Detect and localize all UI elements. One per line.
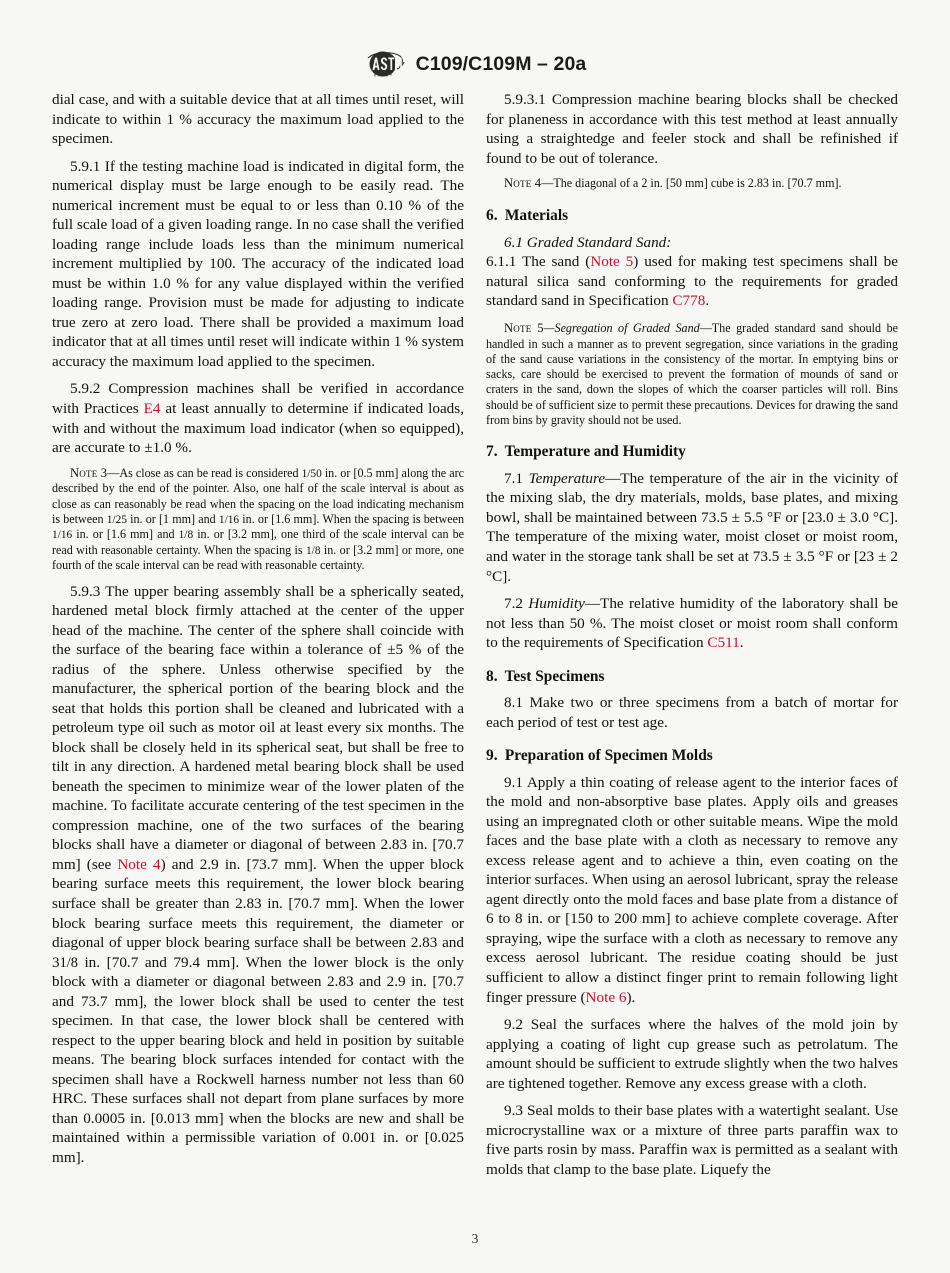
paragraph-continuation: dial case, and with a suitable device that at all times until reset, will indicate to within 1 % accuracy the maximum load applied to the specimen. — [52, 91, 464, 148]
note-3-text-g: in. or [3.2 mm] or more, one fourth of the scale interval can be read with reasonable certainty. — [52, 542, 465, 573]
xref-specification-c778[interactable]: C778 — [672, 292, 706, 310]
section-heading-7 — [486, 443, 898, 461]
note-3-fraction-2: 1/25 — [106, 514, 127, 527]
section-8-title: Test Specimens — [504, 667, 605, 685]
note-3-text-c: in. or [1 mm] and — [126, 512, 219, 527]
page-number: 3 — [471, 1231, 479, 1246]
xref-practices-e4[interactable]: E4 — [143, 399, 161, 417]
paragraph-5-9-3 — [52, 582, 464, 1168]
document-header — [0, 0, 950, 92]
paragraph-7-2 — [486, 594, 898, 653]
paragraph-5-9-2-text-before: 5.9.2 Compression machines shall be verified in accordance with Practices — [52, 380, 464, 417]
paragraph-7-2-lead-term: Humidity — [528, 595, 585, 613]
xref-note-6[interactable]: Note 6 — [585, 988, 627, 1006]
note-4-label: Note 4 — [504, 176, 542, 191]
note-5-title: —Segregation of Graded Sand — [543, 320, 700, 335]
xref-specification-c511[interactable]: C511 — [707, 634, 740, 652]
note-3-text-f: in. or [3.2 mm], one third of the scale interval can be read with reasonable certainty. When the spacing is — [52, 527, 464, 557]
note-3-text-a: —As close as can be read is considered — [107, 465, 302, 480]
section-heading-8 — [486, 668, 898, 686]
note-3-fraction-5: 1/8 — [178, 529, 194, 542]
paragraph-9-2: 9.2 Seal the surfaces where the halves of the mold join by applying a coating of light cup grease such as petrolatum. The amount should be sufficient to extrude slightly when the two halves are tightened together. Remove any excess grease with a cloth. — [486, 1016, 898, 1092]
note-5-label: Note 5 — [504, 320, 544, 335]
note-5-text: —The graded standard sand should be handled in such a manner as to prevent segregation, since variations in the grading of the sand cause variations in the consistency of the mortar. In emptying bins or sacks, care should be exercised to prevent the formation of mounds of sand or craters in the sand, down the slopes of which the coarser particles will roll. Bins should be of sufficient size to permit these precautions. Devices for drawing the sand from bins by gravity should not be used. — [486, 320, 898, 428]
xref-note-4[interactable]: Note 4 — [117, 855, 161, 873]
section-9-number: 9. — [486, 747, 498, 765]
right-column — [486, 90, 898, 1179]
paragraph-6-1: 6.1 Graded Standard Sand: — [504, 233, 672, 251]
section-9-title: Preparation of Specimen Molds — [504, 747, 713, 765]
note-3-label: Note 3 — [70, 465, 108, 480]
note-3-text-d: in. or [1.6 mm]. When the spacing is between — [239, 512, 465, 527]
section-6-number: 6. — [486, 207, 498, 225]
paragraph-9-1-text-before: 9.1 Apply a thin coating of release agent to the interior faces of the mold and non-absorptive base plates. Apply oils and greases using an impregnated cloth or other suitable means. Wipe the mold faces and the base plate with a cloth as necessary to remove any excess release agent and to achieve a thin, even coating on the interior surfaces. When using an aerosol lubricant, spray the release agent directly onto the mold faces and base plate from a distance of 6 to 8 in. or [150 to 200 mm] to achieve complete coverage. After spraying, wipe the surface with a cloth as necessary to remove any excess aerosol lubricant. The residue coating should be just sufficient to allow a distinct finger print to remain following light finger pressure ( — [486, 773, 898, 1006]
paragraph-9-1-text-after: ). — [626, 988, 636, 1006]
note-4-text: —The diagonal of a 2 in. [50 mm] cube is 2.83 in. [70.7 mm]. — [541, 176, 842, 191]
left-column — [52, 90, 464, 1167]
document-designation: C109/C109M – 20a — [415, 52, 587, 75]
paragraph-6-1-1-text-mid: ) used for making test specimens shall be natural silica sand conforming to the requirements for graded standard sand in Specification — [486, 253, 898, 310]
paragraph-7-2-text-after: . — [739, 634, 744, 652]
astm-logo-icon — [364, 49, 406, 79]
paragraph-5-9-2 — [52, 379, 464, 457]
note-3-fraction-4: 1/16 — [52, 529, 73, 542]
section-heading-9 — [486, 747, 898, 765]
paragraph-6-1-1-text-after: . — [705, 292, 710, 310]
paragraph-7-2-text-before: —The relative humidity of the laboratory shall be not less than 50 %. The moist closet or moist room shall conform to the requirements of Specification — [486, 595, 898, 652]
paragraph-5-9-3-text-mid: ) and 2.9 in. [73.7 mm]. When the upper block bearing surface meets this requirement, the lower block bearing surface shall be greater than 2.83 in. [70.7 mm]. When the lower block bearing surface meets this requirement, the diameter or diagonal of upper block bearing surface shall be between 2.83 and 3 — [52, 855, 465, 971]
section-6-title: Materials — [504, 207, 569, 225]
note-3 — [52, 466, 464, 574]
section-8-number: 8. — [486, 667, 498, 685]
xref-note-5[interactable]: Note 5 — [590, 253, 634, 271]
section-7-number: 7. — [486, 443, 498, 461]
paragraph-6-1-1 — [486, 252, 898, 311]
section-7-title: Temperature and Humidity — [504, 443, 686, 461]
paragraph-5-9-3-text-before: 5.9.3 The upper bearing assembly shall be a spherically seated, hardened metal block firmly attached at the center of the upper head of the machine. The center of the sphere shall coincide with the surface of the bearing face within a tolerance of ±5 % of the radius of the sphere. Unless otherwise specified by the manufacturer, the spherical portion of the bearing block and the seat that holds this portion shall be cleaned and lubricated with a petroleum type oil such as motor oil at least every six months. The block shall be closely held in its spherical seat, but shall be free to tilt in any direction. A hardened metal bearing block shall be used beneath the specimen to minimize wear of the lower platen of the machine. To facilitate accurate centering of the test specimen in the compression machine, one of the two surfaces of the bearing blocks shall have a diameter or diagonal of between 2.83 in. [70.7 mm] (see — [52, 582, 464, 873]
paragraph-9-3: 9.3 Seal molds to their base plates with a watertight sealant. Use microcrystalline wax or a mixture of three parts paraffin wax to five parts rosin by mass. Paraffin wax is permitted as a sealant with molds that clamp to the base plate. Liquefy the — [486, 1102, 898, 1178]
paragraph-9-1 — [486, 773, 898, 1007]
note-3-fraction-1: 1/50 — [301, 467, 322, 480]
paragraph-7-1 — [486, 469, 898, 586]
note-4 — [486, 176, 898, 192]
paragraph-8-1: 8.1 Make two or three specimens from a batch of mortar for each period of test or test age. — [486, 694, 898, 731]
paragraph-7-1-number: 7.1 — [504, 469, 529, 487]
note-5 — [486, 321, 898, 429]
paragraph-5-9-3-text-after: in. [70.7 and 79.4 mm]. When the lower block is the only block with a diameter or diagonal between 2.83 and 2.9 in. [70.7 and 73.7 mm], the lower block shall be used to center the test specimen. In that case, the lower block shall be centered with respect to the upper bearing block and held in position by suitable means. The bearing block surfaces intended for contact with the specimen shall have a Rockwell harness number not less than 60 HRC. These surfaces shall not depart from plane surfaces by more than 0.0005 in. [0.013 mm] when the blocks are new and shall be maintained within a permissible variation of 0.001 in. or [0.025 mm]. — [52, 953, 464, 1166]
note-3-fraction-3: 1/16 — [218, 514, 240, 527]
paragraph-7-1-lead-term: Temperature — [528, 469, 606, 487]
paragraph-5-9-1: 5.9.1 If the testing machine load is indicated in digital form, the numerical display must be large enough to be easily read. The numerical increment must be equal to or less than 0.10 % of the full scale load of a given loading range. In no case shall the verified loading range include loads less than the minimum numerical increment multiplied by 100. The accuracy of the indicated load must be within 1.0 % for any value displayed within the verified loading range. Provision must be made for adjusting to indicate true zero at zero load. There shall be provided a maximum load indicator that at all times until reset will indicate within 1 % system accuracy the maximum load applied to the specimen. — [52, 157, 464, 370]
paragraph-6-1-1-text-before: 6.1.1 The sand ( — [486, 253, 591, 271]
note-3-text-b: in. or [0.5 mm] along the arc described by the end of the pointer. Also, one half of the scale interval is about as close as can reasonably be read when the spacing on the load indicating mechanism is between — [52, 465, 464, 527]
paragraph-5-9-3-1: 5.9.3.1 Compression machine bearing blocks shall be checked for planeness in accordance with this test method at least annually using a straightedge and feeler stock and shall be refinished if found to be out of tolerance. — [486, 91, 898, 167]
note-3-fraction-6: 1/8 — [305, 544, 321, 557]
paragraph-7-1-text: —The temperature of the air in the vicinity of the mixing slab, the dry materials, molds, base plates, and mixing bowl, shall be maintained between 73.5 ± 5.5 °F or [23.0 ± 3.0 °C]. The temperature of the mixing water, moist closet or moist room, and water in the storage tank shall be set at 73.5 ± 3.5 °F or [23 ± 2 °C]. — [486, 469, 899, 585]
two-column-body — [52, 90, 898, 1179]
paragraph-5-9-3-fraction: 1/8 — [59, 954, 78, 971]
note-3-text-e: in. or [1.6 mm] and — [72, 527, 179, 542]
paragraph-7-2-number: 7.2 — [504, 595, 529, 613]
paragraph-5-9-2-text-after: at least annually to determine if indicated loads, with and without the maximum load indicator (when so equipped), are accurate to ±1.0 %. — [52, 399, 464, 457]
section-heading-6 — [486, 207, 898, 225]
